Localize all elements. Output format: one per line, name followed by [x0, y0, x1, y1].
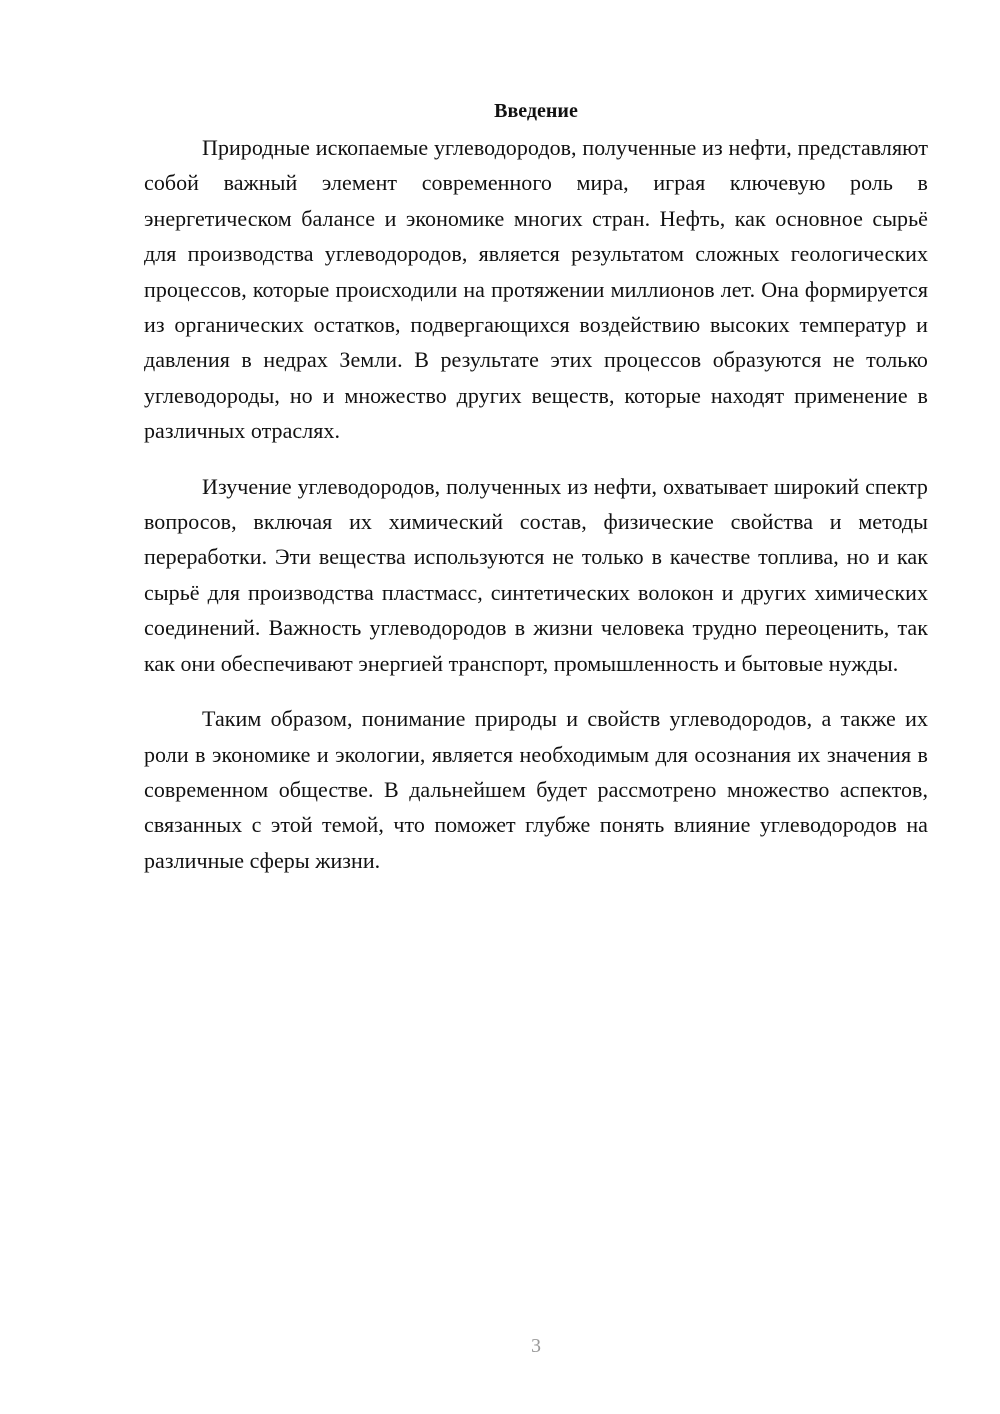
page-number: 3 — [531, 1335, 541, 1357]
page-content — [144, 96, 928, 898]
paragraph-3: Таким образом, понимание природы и свойств углеводородов, а также их роли в экономике и экологии, является необходимым для осознания их значения в современном обществе. В дальнейшем будет рассмотрено множество аспектов, связанных с этой темой, что поможет глубже понять влияние углеводородов на различные сферы жизни. — [144, 706, 928, 873]
paragraph-2: Изучение углеводородов, полученных из нефти, охватывает широкий спектр вопросов, включая их химический состав, физические свойства и методы переработки. Эти вещества используются не только в качестве топлива, но и как сырьё для производства пластмасс, синтетических волокон и других химических соединений. Важность углеводородов в жизни человека трудно переоценить, так как они обеспечивают энергией транспорт, промышленность и бытовые нужды. — [144, 473, 928, 676]
paragraph-1: Природные ископаемые углеводородов, полученные из нефти, представляют собой важный элемент современного мира, играя ключевую роль в энергетическом балансе и экономике многих стран. Нефть, как основное сырьё для производства углеводородов, является результатом сложных геологических процессов, которые происходили на протяжении миллионов лет. Она формируется из органических остатков, подвергающихся воздействию высоких температур и давления в недрах Земли. В результате этих процессов образуются не только углеводороды, но и множество других веществ, которые находят применение в различных отраслях. — [144, 135, 928, 444]
section-heading: Введение — [494, 100, 578, 122]
